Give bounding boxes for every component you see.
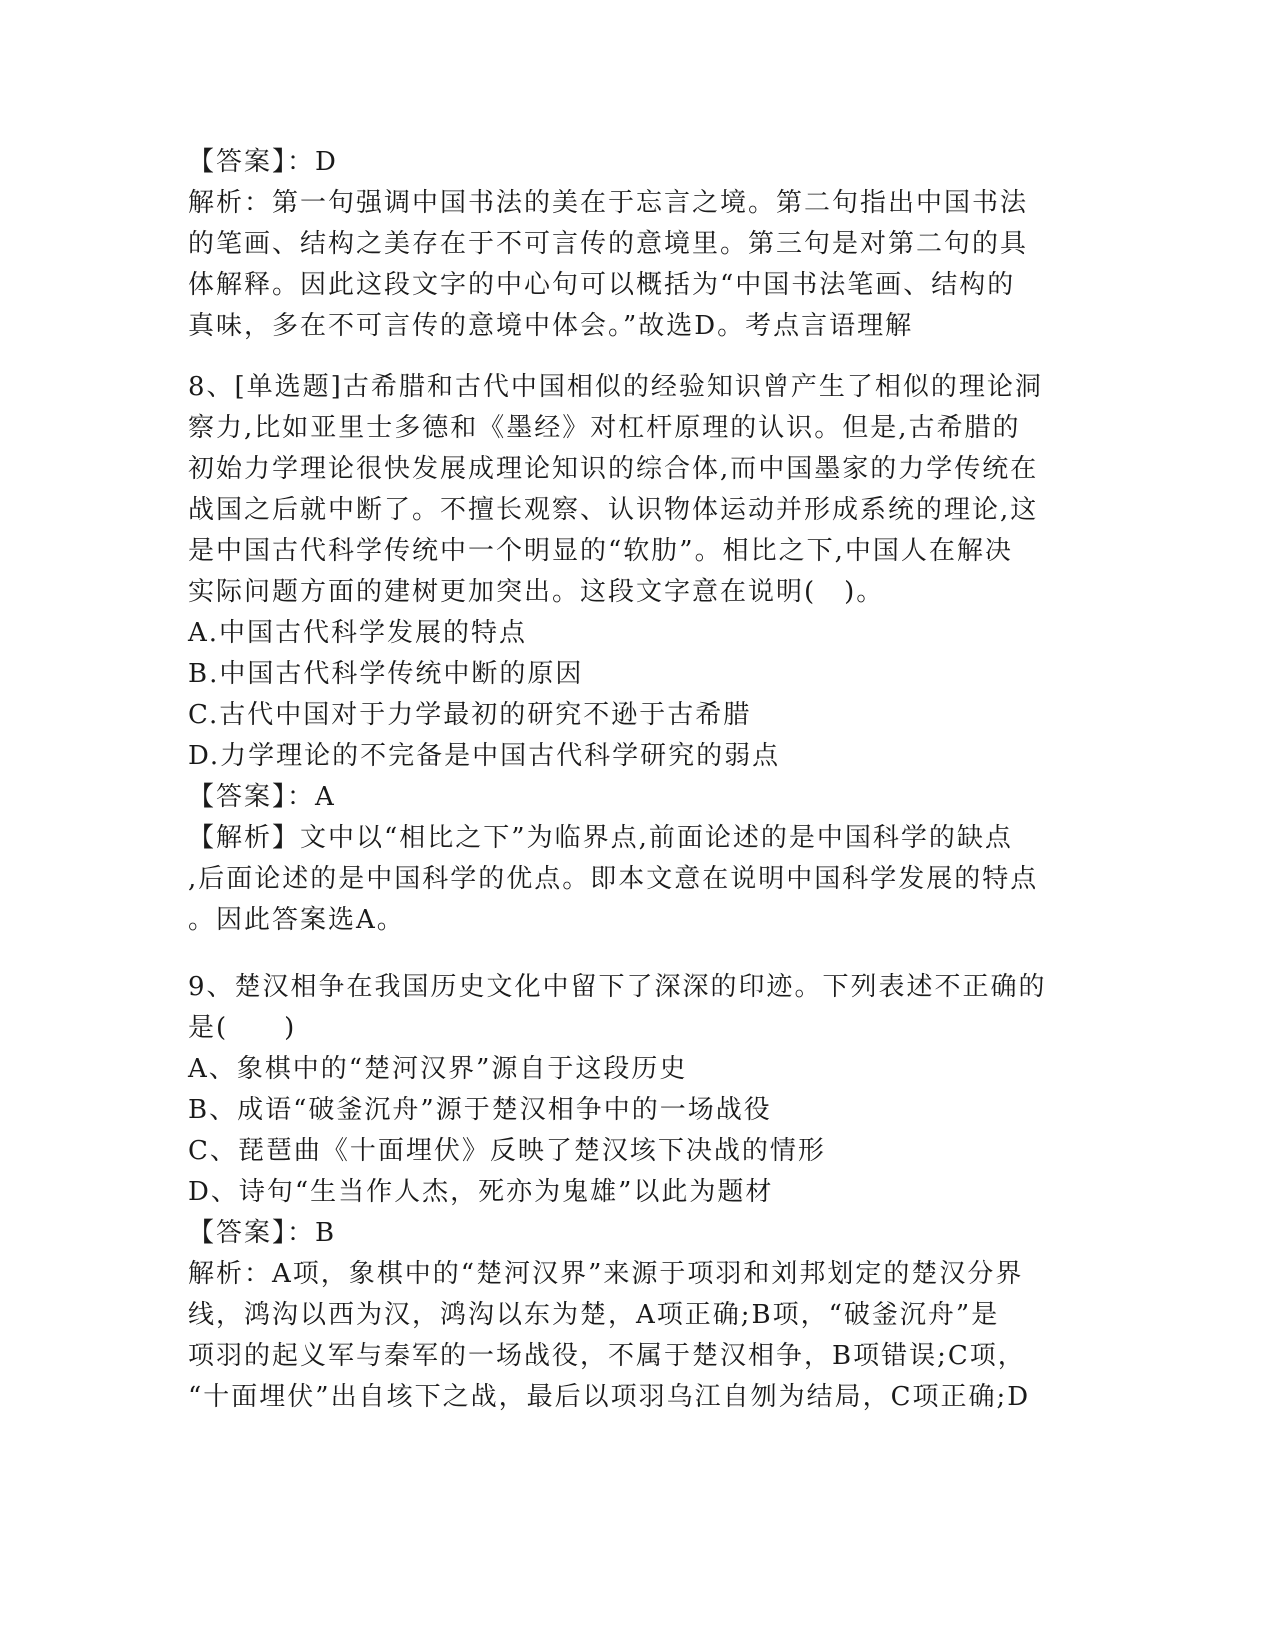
q9-analysis-line: 线，鸿沟以西为汉，鸿沟以东为楚，A项正确;B项，“破釜沉舟”是 [188,1300,1000,1330]
q8-analysis-line: 。因此答案选A。 [188,905,405,935]
q8-answer: 【答案】：A [188,782,336,812]
q8-stem-line: 实际问题方面的建树更加突出。这段文字意在说明( )。 [188,577,885,607]
q9-option-b: B、成语“破釜沉舟”源于楚汉相争中的一场战役 [188,1095,772,1125]
q8-analysis-line: ,后面论述的是中国科学的优点。即本文意在说明中国科学发展的特点 [188,864,1039,894]
q8-stem-line: 战国之后就中断了。不擅长观察、认识物体运动并形成系统的理论,这 [188,495,1039,525]
q8-option-c: C.古代中国对于力学最初的研究不逊于古希腊 [188,700,752,730]
q9-analysis-line: 项羽的起义军与秦军的一场战役，不属于楚汉相争，B项错误;C项， [188,1341,1026,1371]
q9-answer: 【答案】：B [188,1218,337,1248]
q7-answer: 【答案】：D [188,147,338,177]
q9-option-a: A、象棋中的“楚河汉界”源自于这段历史 [188,1054,688,1084]
q9-analysis-line: 解析：A项，象棋中的“楚河汉界”来源于项羽和刘邦划定的楚汉分界 [188,1259,1024,1289]
q7-analysis-line: 的笔画、结构之美存在于不可言传的意境里。第三句是对第二句的具 [188,229,1029,259]
q7-analysis-line: 体解释。因此这段文字的中心句可以概括为“中国书法笔画、结构的 [188,270,1016,300]
q8-stem-line: 察力,比如亚里士多德和《墨经》对杠杆原理的认识。但是,古希腊的 [188,413,1021,443]
q9-option-d: D、诗句“生当作人杰，死亦为鬼雄”以此为题材 [188,1177,774,1207]
q8-analysis-line: 【解析】文中以“相比之下”为临界点,前面论述的是中国科学的缺点 [188,823,1013,853]
q7-analysis-line: 解析：第一句强调中国书法的美在于忘言之境。第二句指出中国书法 [188,188,1029,218]
q8-stem-line: 初始力学理论很快发展成理论知识的综合体,而中国墨家的力学传统在 [188,454,1039,484]
q8-stem-line: 8、[单选题]古希腊和古代中国相似的经验知识曾产生了相似的理论洞 [188,372,1043,402]
q8-stem-line: 是中国古代科学传统中一个明显的“软肋”。相比之下,中国人在解决 [188,536,1013,566]
q9-analysis-line: “十面埋伏”出自垓下之战，最后以项羽乌江自刎为结局，C项正确;D [188,1382,1031,1412]
q9-stem-line: 是( ) [188,1013,297,1043]
q9-option-c: C、琵琶曲《十面埋伏》反映了楚汉垓下决战的情形 [188,1136,826,1166]
q7-analysis-line: 真味，多在不可言传的意境中体会。”故选D。考点言语理解 [188,311,914,341]
q9-stem-line: 9、楚汉相争在我国历史文化中留下了深深的印迹。下列表述不正确的 [188,972,1047,1002]
q8-option-a: A.中国古代科学发展的特点 [188,618,528,648]
q8-option-b: B.中国古代科学传统中断的原因 [188,659,584,689]
q8-option-d: D.力学理论的不完备是中国古代科学研究的弱点 [188,741,781,771]
